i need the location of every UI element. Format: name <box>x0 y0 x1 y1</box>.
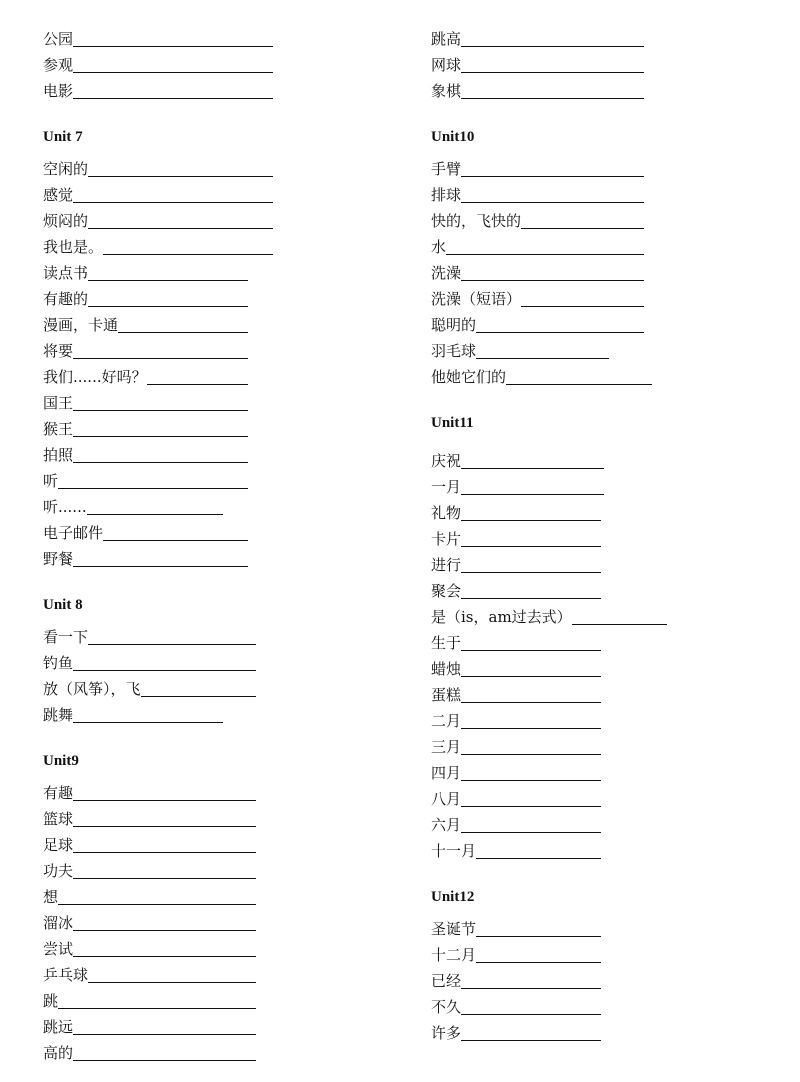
vocab-row <box>43 620 256 646</box>
vocab-row <box>43 204 273 230</box>
vocab-label: 高的 <box>43 1044 74 1062</box>
answer-blank[interactable] <box>88 266 248 281</box>
vocab-row <box>431 834 601 860</box>
vocab-row <box>431 938 601 964</box>
vocab-label: 一月 <box>431 478 462 496</box>
answer-blank[interactable] <box>73 422 248 437</box>
vocab-row <box>431 1016 601 1042</box>
vocab-label: 进行 <box>431 556 462 574</box>
vocab-row <box>43 828 256 854</box>
unit-heading: Unit9 <box>43 753 79 769</box>
vocab-label: 有趣的 <box>43 290 89 308</box>
vocab-row <box>431 574 601 600</box>
vocab-row <box>43 802 256 828</box>
answer-blank[interactable] <box>88 968 256 983</box>
vocab-label: 洗澡 <box>431 264 462 282</box>
answer-blank[interactable] <box>73 84 273 99</box>
vocab-row <box>431 808 601 834</box>
vocab-label: 溜冰 <box>43 914 74 932</box>
answer-blank[interactable] <box>88 214 273 229</box>
vocab-label: 我也是。 <box>43 238 104 256</box>
answer-blank[interactable] <box>461 188 644 203</box>
answer-blank[interactable] <box>73 708 223 723</box>
vocab-row <box>431 964 601 990</box>
vocab-label: 看一下 <box>43 628 89 646</box>
vocab-label: 钓鱼 <box>43 654 74 672</box>
vocab-row <box>43 308 248 334</box>
answer-blank[interactable] <box>461 662 601 677</box>
answer-blank[interactable] <box>461 84 644 99</box>
vocab-label: 排球 <box>431 186 462 204</box>
vocab-label: 手臂 <box>431 160 462 178</box>
vocab-label: 功夫 <box>43 862 74 880</box>
answer-blank[interactable] <box>73 786 256 801</box>
vocab-label: 六月 <box>431 816 462 834</box>
vocab-label: 生于 <box>431 634 462 652</box>
vocab-label: 乒乓球 <box>43 966 89 984</box>
vocab-row <box>43 776 256 802</box>
vocab-row <box>43 412 248 438</box>
answer-blank[interactable] <box>446 240 644 255</box>
answer-blank[interactable] <box>461 1026 601 1041</box>
vocab-row <box>431 230 644 256</box>
vocab-row <box>43 386 248 412</box>
vocab-label: 他她它们的 <box>431 368 507 386</box>
vocab-row <box>431 496 601 522</box>
vocab-row <box>43 256 248 282</box>
vocab-row <box>431 756 601 782</box>
answer-blank[interactable] <box>461 792 601 807</box>
vocab-row <box>431 652 601 678</box>
answer-blank[interactable] <box>476 948 601 963</box>
vocab-label: 跳 <box>43 992 59 1010</box>
answer-blank[interactable] <box>461 584 601 599</box>
vocab-row <box>43 22 273 48</box>
vocab-label: 听 <box>43 472 59 490</box>
vocab-label: 想 <box>43 888 59 906</box>
answer-blank[interactable] <box>461 532 601 547</box>
vocab-label: 电子邮件 <box>43 524 104 542</box>
vocab-label: 野餐 <box>43 550 74 568</box>
vocab-row <box>431 178 644 204</box>
vocab-label: 跳远 <box>43 1018 74 1036</box>
vocab-label: 已经 <box>431 972 462 990</box>
vocab-label: 四月 <box>431 764 462 782</box>
answer-blank[interactable] <box>506 370 652 385</box>
answer-blank[interactable] <box>461 558 601 573</box>
vocab-label: 蛋糕 <box>431 686 462 704</box>
vocab-label: 读点书 <box>43 264 89 282</box>
vocab-label: 十二月 <box>431 946 477 964</box>
vocab-label: 公园 <box>43 30 74 48</box>
answer-blank[interactable] <box>73 1046 256 1061</box>
vocab-label: 许多 <box>431 1024 462 1042</box>
unit-heading: Unit11 <box>431 415 474 431</box>
vocab-row <box>431 912 601 938</box>
vocab-row <box>431 74 644 100</box>
answer-blank[interactable] <box>461 714 601 729</box>
vocab-row <box>43 490 223 516</box>
vocab-label: 圣诞节 <box>431 920 477 938</box>
vocab-label: 快的，飞快的 <box>431 212 522 230</box>
vocab-label: 尝试 <box>43 940 74 958</box>
vocab-row <box>43 464 248 490</box>
vocab-row <box>431 704 601 730</box>
answer-blank[interactable] <box>476 344 609 359</box>
answer-blank[interactable] <box>73 942 256 957</box>
vocab-row <box>43 360 248 386</box>
vocab-label: 三月 <box>431 738 462 756</box>
vocab-row <box>431 360 652 386</box>
vocab-label: 象棋 <box>431 82 462 100</box>
vocab-row <box>43 178 273 204</box>
unit-heading: Unit12 <box>431 889 475 905</box>
answer-blank[interactable] <box>73 396 248 411</box>
vocab-row <box>43 542 248 568</box>
vocab-row <box>431 782 601 808</box>
answer-blank[interactable] <box>461 1000 601 1015</box>
vocab-label: 是（is，am过去式） <box>431 608 572 626</box>
vocab-row <box>431 522 601 548</box>
answer-blank[interactable] <box>476 922 601 937</box>
vocab-label: 不久 <box>431 998 462 1016</box>
vocab-row <box>431 308 644 334</box>
answer-blank[interactable] <box>461 480 604 495</box>
vocab-row <box>431 444 604 470</box>
vocab-row <box>431 256 644 282</box>
vocab-label: 八月 <box>431 790 462 808</box>
vocab-label: 蜡烛 <box>431 660 462 678</box>
answer-blank[interactable] <box>118 318 248 333</box>
answer-blank[interactable] <box>58 890 256 905</box>
answer-blank[interactable] <box>572 610 667 625</box>
vocab-label: 羽毛球 <box>431 342 477 360</box>
answer-blank[interactable] <box>461 162 644 177</box>
answer-blank[interactable] <box>103 240 273 255</box>
answer-blank[interactable] <box>461 266 644 281</box>
vocab-label: 二月 <box>431 712 462 730</box>
vocab-row <box>43 516 248 542</box>
answer-blank[interactable] <box>73 1020 256 1035</box>
vocab-label: 电影 <box>43 82 74 100</box>
vocab-row <box>43 438 248 464</box>
vocab-row <box>43 958 256 984</box>
vocab-row <box>431 548 601 574</box>
answer-blank[interactable] <box>73 812 256 827</box>
answer-blank[interactable] <box>87 500 223 515</box>
vocab-row <box>43 984 256 1010</box>
vocab-row <box>43 854 256 880</box>
vocab-label: 有趣 <box>43 784 74 802</box>
answer-blank[interactable] <box>461 454 604 469</box>
vocab-row <box>431 48 644 74</box>
vocab-label: 足球 <box>43 836 74 854</box>
vocab-row <box>43 646 256 672</box>
answer-blank[interactable] <box>73 916 256 931</box>
answer-blank[interactable] <box>73 188 273 203</box>
answer-blank[interactable] <box>58 474 248 489</box>
answer-blank[interactable] <box>73 32 273 47</box>
vocab-row <box>431 600 667 626</box>
answer-blank[interactable] <box>147 370 248 385</box>
answer-blank[interactable] <box>461 740 601 755</box>
vocab-label: 网球 <box>431 56 462 74</box>
vocab-row <box>431 470 604 496</box>
vocab-label: 卡片 <box>431 530 462 548</box>
answer-blank[interactable] <box>461 688 601 703</box>
vocab-row <box>43 1010 256 1036</box>
vocab-label: 篮球 <box>43 810 74 828</box>
answer-blank[interactable] <box>461 58 644 73</box>
vocab-row <box>43 698 223 724</box>
vocab-row <box>431 204 644 230</box>
vocab-label: 参观 <box>43 56 74 74</box>
vocab-row <box>43 334 248 360</box>
vocab-label: 水 <box>431 238 447 256</box>
answer-blank[interactable] <box>88 630 256 645</box>
vocab-label: 拍照 <box>43 446 74 464</box>
vocab-label: 礼物 <box>431 504 462 522</box>
answer-blank[interactable] <box>461 974 601 989</box>
unit-heading: Unit 7 <box>43 129 83 145</box>
vocab-label: 十一月 <box>431 842 477 860</box>
unit-heading: Unit10 <box>431 129 475 145</box>
answer-blank[interactable] <box>73 552 248 567</box>
vocab-label: 猴王 <box>43 420 74 438</box>
vocab-label: 庆祝 <box>431 452 462 470</box>
answer-blank[interactable] <box>461 506 601 521</box>
vocab-row <box>43 932 256 958</box>
answer-blank[interactable] <box>461 32 644 47</box>
vocab-row <box>431 678 601 704</box>
answer-blank[interactable] <box>73 58 273 73</box>
vocab-label: 跳高 <box>431 30 462 48</box>
answer-blank[interactable] <box>73 656 256 671</box>
answer-blank[interactable] <box>141 682 256 697</box>
vocab-label: 聪明的 <box>431 316 477 334</box>
vocab-label: 洗澡（短语） <box>431 290 522 308</box>
vocab-row <box>43 230 273 256</box>
vocab-row <box>43 282 248 308</box>
answer-blank[interactable] <box>521 292 644 307</box>
vocab-row <box>431 730 601 756</box>
vocab-row <box>43 880 256 906</box>
vocab-label: 烦闷的 <box>43 212 89 230</box>
answer-blank[interactable] <box>73 838 256 853</box>
vocab-label: 将要 <box>43 342 74 360</box>
answer-blank[interactable] <box>476 318 644 333</box>
vocab-row <box>431 334 609 360</box>
vocab-label: 听...... <box>43 498 87 516</box>
answer-blank[interactable] <box>73 448 248 463</box>
answer-blank[interactable] <box>88 292 248 307</box>
vocab-row <box>431 152 644 178</box>
unit-heading: Unit 8 <box>43 597 83 613</box>
answer-blank[interactable] <box>103 526 248 541</box>
vocab-label: 聚会 <box>431 582 462 600</box>
answer-blank[interactable] <box>88 162 273 177</box>
answer-blank[interactable] <box>521 214 644 229</box>
answer-blank[interactable] <box>73 864 256 879</box>
vocab-row <box>431 990 601 1016</box>
answer-blank[interactable] <box>461 636 601 651</box>
vocab-row <box>43 672 256 698</box>
vocab-row <box>43 48 273 74</box>
vocab-row <box>431 626 601 652</box>
answer-blank[interactable] <box>476 844 601 859</box>
vocab-row <box>431 282 644 308</box>
answer-blank[interactable] <box>461 766 601 781</box>
answer-blank[interactable] <box>461 818 601 833</box>
vocab-row <box>43 906 256 932</box>
vocab-label: 国王 <box>43 394 74 412</box>
answer-blank[interactable] <box>73 344 248 359</box>
vocab-label: 放（风筝），飞 <box>43 680 141 698</box>
vocab-row <box>431 22 644 48</box>
vocab-label: 跳舞 <box>43 706 74 724</box>
vocab-label: 感觉 <box>43 186 74 204</box>
answer-blank[interactable] <box>58 994 256 1009</box>
vocab-row <box>43 74 273 100</box>
vocab-row <box>43 1036 256 1062</box>
vocab-label: 漫画，卡通 <box>43 316 119 334</box>
vocab-label: 我们......好吗？ <box>43 368 147 386</box>
vocab-label: 空闲的 <box>43 160 89 178</box>
vocab-row <box>43 152 273 178</box>
